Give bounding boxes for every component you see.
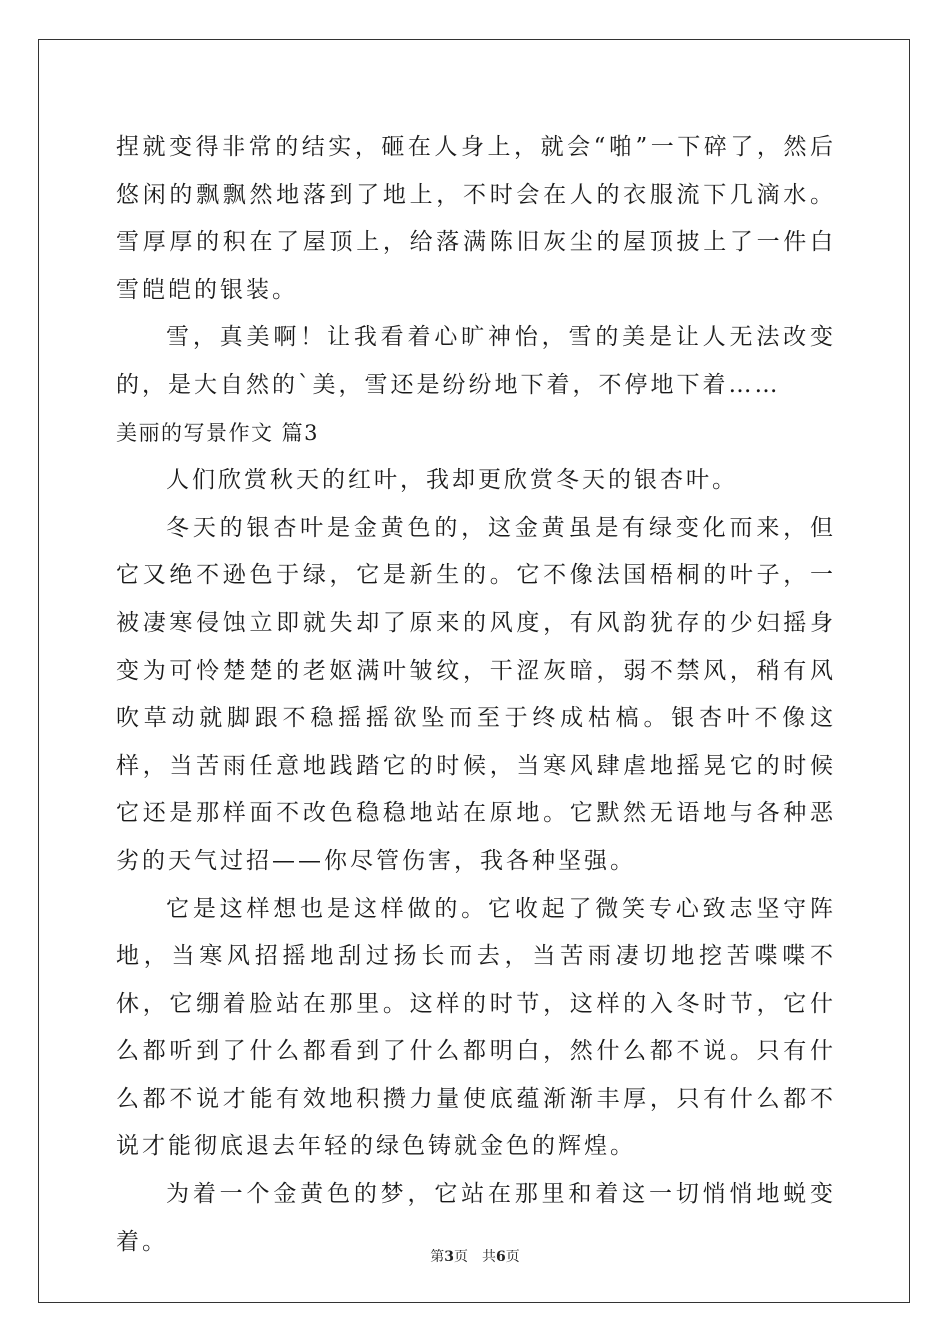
paragraph: 冬天的银杏叶是金黄色的，这金黄虽是有绿变化而来，但它又绝不逊色于绿，它是新生的。它不像法国梧桐的叶子，一被凄寒侵蚀立即就失却了原来的风度，有风韵犹存的少妇摇身变为可怜楚楚的老妪满叶皱纹，干涩灰暗，弱不禁风，稍有风吹草动就脚跟不稳摇摇欲坠而至于终成枯槁。银杏叶不像这样，当苦雨任意地践踏它的时候，当寒风肆虐地摇晃它的时候它还是那样面不改色稳稳地站在原地。它默然无语地与各种恶劣的天气过招——你尽管伤害，我各种坚强。 — [116, 514, 836, 874]
paragraph: 人们欣赏秋天的红叶，我却更欣赏冬天的银杏叶。 — [166, 467, 738, 494]
paragraph-continued: 捏就变得非常的结实，砸在人身上，就会“啪”一下碎了，然后悠闲的飘飘然地落到了地上，不时会在人的衣服流下几滴水。雪厚厚的积在了屋顶上，给落满陈旧灰尘的屋顶披上了一件白雪皑皑的银装。 — [116, 134, 836, 303]
total-pages: 共6页 — [482, 1249, 520, 1265]
paragraph: 它是这样想也是这样做的。它收起了微笑专心致志坚守阵地，当寒风招摇地刮过扬长而去，当苦雨凄切地挖苦喋喋不休，它绷着脸站在那里。这样的时节，这样的入冬时节，它什么都听到了什么都看到了什么都明白，然什么都不说。只有什么都不说才能有效地积攒力量使底蕴渐渐丰厚，只有什么都不说才能彻底退去年轻的绿色铸就金色的辉煌。 — [116, 895, 836, 1160]
paragraph: 雪，真美啊！让我看着心旷神怡，雪的美是让人无法改变的，是大自然的`美，雪还是纷纷地下着，不停地下着…… — [116, 324, 836, 398]
document-body — [116, 124, 836, 1266]
page-number: 第3页 — [430, 1249, 468, 1265]
paragraph: 为着一个金黄色的梦，它站在那里和着这一切悄悄地蜕变着。 — [116, 1181, 836, 1255]
section-heading: 美丽的写景作文 篇3 — [116, 420, 320, 445]
page-footer — [0, 1246, 950, 1266]
